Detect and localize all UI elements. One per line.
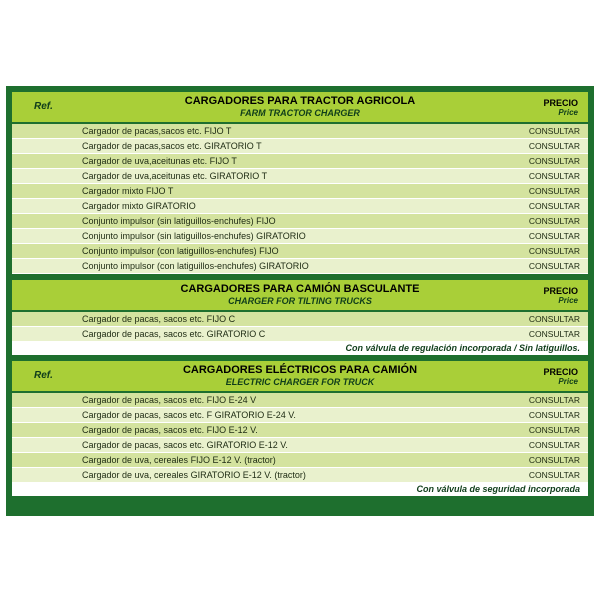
section-title: CARGADORES ELÉCTRICOS PARA CAMIÓN xyxy=(182,364,418,376)
row-price: CONSULTAR xyxy=(528,246,580,256)
row-price: CONSULTAR xyxy=(528,186,580,196)
table-row xyxy=(12,139,588,154)
row-description: Conjunto impulsor (sin latiguillos-enchufes) GIRATORIO xyxy=(82,231,306,241)
section-note: Con válvula de seguridad incorporada xyxy=(12,483,588,496)
price-label: PRECIO xyxy=(543,286,578,296)
section-header xyxy=(12,92,588,124)
row-description: Cargador de pacas, sacos etc. FIJO E-12 V. xyxy=(82,425,258,435)
row-description: Cargador de pacas, sacos etc. GIRATORIO C xyxy=(82,329,266,339)
row-price: CONSULTAR xyxy=(528,141,580,151)
table-row xyxy=(12,229,588,244)
row-price: CONSULTAR xyxy=(528,395,580,405)
row-price: CONSULTAR xyxy=(528,201,580,211)
row-description: Cargador de uva,aceitunas etc. GIRATORIO T xyxy=(82,171,268,181)
row-description: Cargador de pacas,sacos etc. GIRATORIO T xyxy=(82,141,262,151)
row-description: Conjunto impulsor (con latiguillos-enchufes) GIRATORIO xyxy=(82,261,309,271)
row-price: CONSULTAR xyxy=(528,425,580,435)
table-row xyxy=(12,468,588,483)
price-label: PRECIO xyxy=(543,98,578,108)
section-tractor-chargers xyxy=(12,92,588,274)
row-description: Cargador mixto FIJO T xyxy=(82,186,174,196)
price-sub-label: Price xyxy=(558,377,578,386)
section-subtitle: CHARGER FOR TILTING TRUCKS xyxy=(228,296,372,306)
row-description: Conjunto impulsor (sin latiguillos-enchufes) FIJO xyxy=(82,216,276,226)
row-price: CONSULTAR xyxy=(528,261,580,271)
price-column-header xyxy=(543,286,578,306)
table-row xyxy=(12,327,588,342)
table-row xyxy=(12,244,588,259)
row-price: CONSULTAR xyxy=(528,216,580,226)
section-electric-truck-chargers xyxy=(12,361,588,496)
table-row xyxy=(12,124,588,139)
row-description: Cargador mixto GIRATORIO xyxy=(82,201,196,211)
table-row xyxy=(12,214,588,229)
row-description: Cargador de pacas, sacos etc. F GIRATORIO E-24 V. xyxy=(82,410,296,420)
row-price: CONSULTAR xyxy=(528,455,580,465)
section-title: CARGADORES PARA CAMIÓN BASCULANTE xyxy=(180,283,420,295)
table-row xyxy=(12,199,588,214)
row-price: CONSULTAR xyxy=(528,410,580,420)
row-description: Cargador de uva, cereales GIRATORIO E-12 V. (tractor) xyxy=(82,470,306,480)
section-header xyxy=(12,280,588,312)
section-tilting-truck-chargers xyxy=(12,280,588,355)
table-row xyxy=(12,184,588,199)
row-description: Conjunto impulsor (con latiguillos-enchufes) FIJO xyxy=(82,246,279,256)
table-row xyxy=(12,312,588,327)
section-title: CARGADORES PARA TRACTOR AGRICOLA xyxy=(184,95,416,107)
table-row xyxy=(12,393,588,408)
row-price: CONSULTAR xyxy=(528,231,580,241)
section-header xyxy=(12,361,588,393)
row-price: CONSULTAR xyxy=(528,171,580,181)
row-description: Cargador de pacas,sacos etc. FIJO T xyxy=(82,126,232,136)
ref-column-header: Ref. xyxy=(34,370,53,381)
row-description: Cargador de uva,aceitunas etc. FIJO T xyxy=(82,156,237,166)
table-row xyxy=(12,453,588,468)
table-row xyxy=(12,259,588,274)
price-label: PRECIO xyxy=(543,367,578,377)
price-list-frame xyxy=(6,86,594,516)
table-row xyxy=(12,438,588,453)
row-price: CONSULTAR xyxy=(528,440,580,450)
section-subtitle: ELECTRIC CHARGER FOR TRUCK xyxy=(225,377,375,387)
row-price: CONSULTAR xyxy=(528,329,580,339)
row-price: CONSULTAR xyxy=(528,470,580,480)
row-description: Cargador de pacas, sacos etc. GIRATORIO E-12 V. xyxy=(82,440,288,450)
section-subtitle: FARM TRACTOR CHARGER xyxy=(240,108,360,118)
table-row xyxy=(12,169,588,184)
price-column-header xyxy=(543,98,578,118)
section-note: Con válvula de regulación incorporada / Sin latiguillos. xyxy=(12,342,588,355)
row-description: Cargador de pacas, sacos etc. FIJO E-24 V xyxy=(82,395,257,405)
row-price: CONSULTAR xyxy=(528,126,580,136)
price-sub-label: Price xyxy=(558,108,578,117)
row-price: CONSULTAR xyxy=(528,314,580,324)
table-row xyxy=(12,423,588,438)
table-row xyxy=(12,408,588,423)
price-sub-label: Price xyxy=(558,296,578,305)
row-description: Cargador de uva, cereales FIJO E-12 V. (tractor) xyxy=(82,455,276,465)
row-price: CONSULTAR xyxy=(528,156,580,166)
ref-column-header: Ref. xyxy=(34,101,53,112)
price-column-header xyxy=(543,367,578,387)
table-row xyxy=(12,154,588,169)
row-description: Cargador de pacas, sacos etc. FIJO C xyxy=(82,314,236,324)
